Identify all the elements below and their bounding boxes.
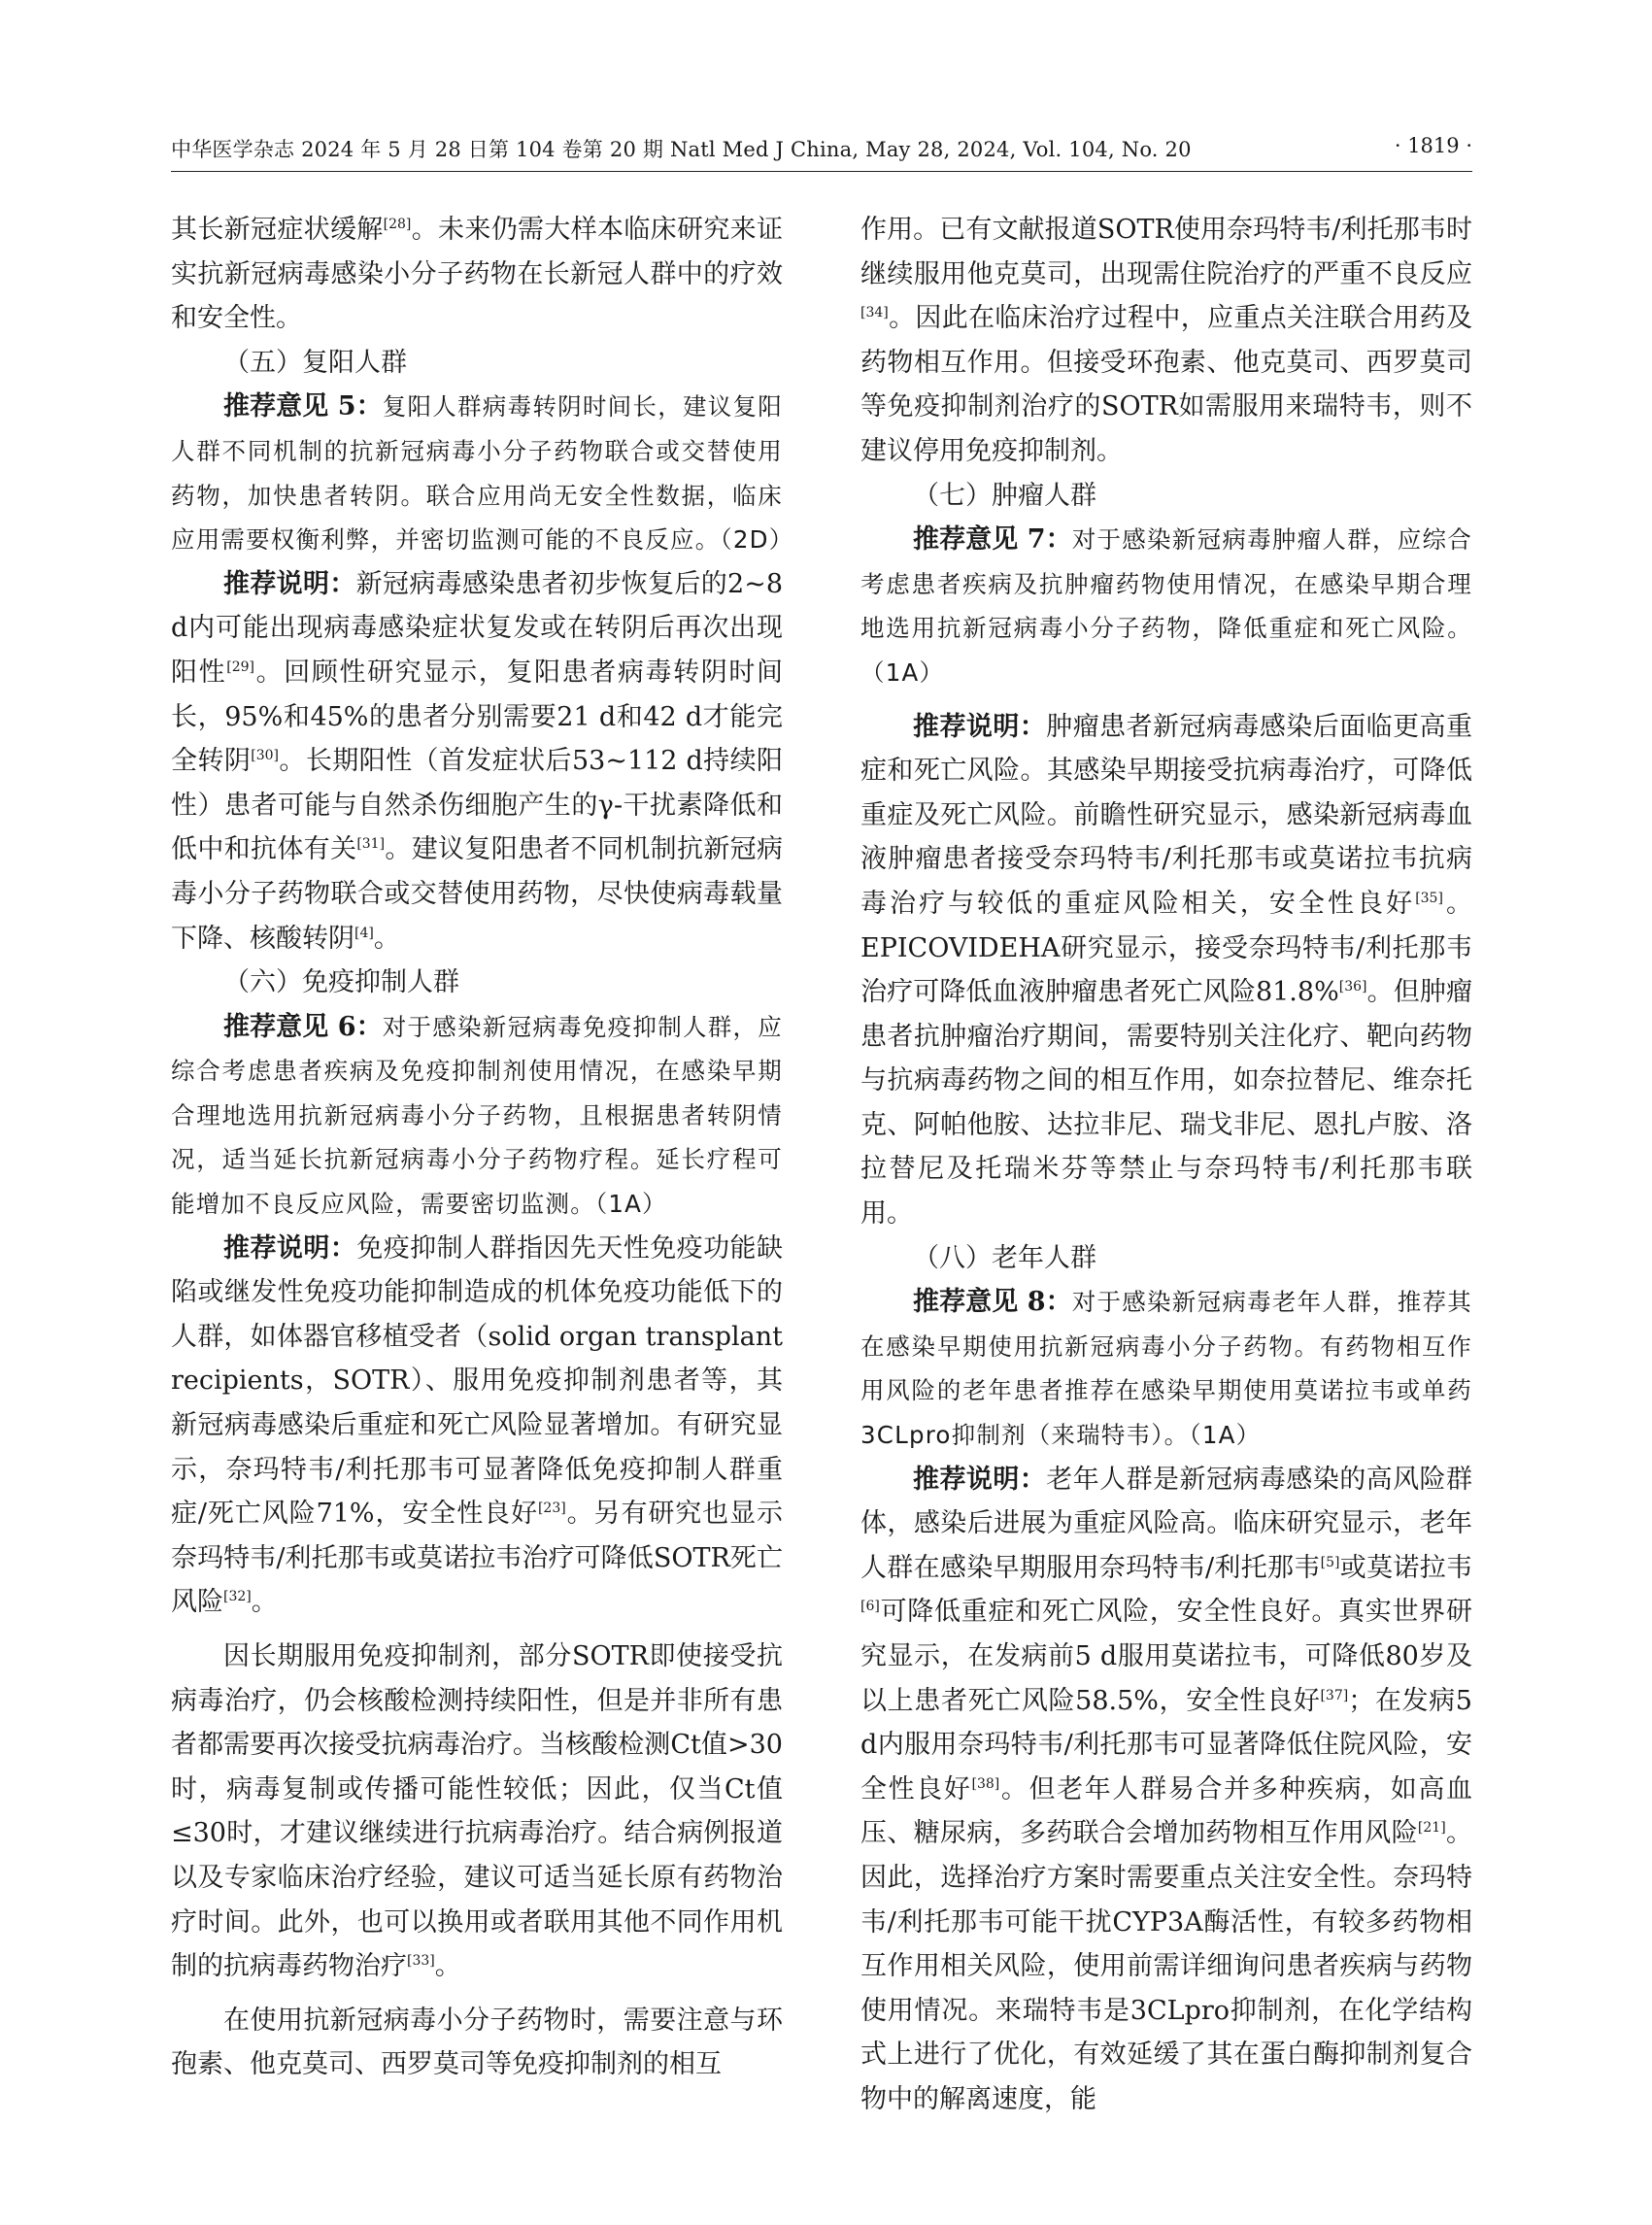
section-heading-8: （八）老年人群	[913, 1242, 1096, 1273]
citation[interactable]: [36]	[1338, 979, 1367, 995]
citation[interactable]: [5]	[1320, 1554, 1340, 1570]
section-heading-7: （七）肿瘤人群	[913, 480, 1096, 511]
running-header	[171, 134, 1472, 167]
citation[interactable]: [37]	[1320, 1687, 1349, 1703]
citation[interactable]: [30]	[251, 748, 279, 764]
recommendation-6: 推荐意见 6：对于感染新冠病毒免疫抑制人群，应综合考虑患者疾病及免疫抑制剂使用情况，在感染早期合理地选用抗新冠病毒小分子药物，且根据患者转阴情况，适当延长抗新冠病毒小分子药物疗程。延长疗程可能增加不良反应风险，需要密切监测。（1A）	[171, 1011, 783, 1219]
explanation-7: 推荐说明：肿瘤患者新冠病毒感染后面临更高重症和死亡风险。其感染早期接受抗病毒治疗，可降低重症及死亡风险。前瞻性研究显示，感染新冠病毒血液肿瘤患者接受奈玛特韦/利托那韦或莫诺拉韦抗病毒治疗与较低的重症风险相关，安全性良好[35]。EPICOVIDEHA研究显示，接受奈玛特韦/利托那韦治疗可降低血液肿瘤患者死亡风险81.8%[36]。但肿瘤患者抗肿瘤治疗期间，需要特别关注化疗、靶向药物与抗病毒药物之间的相互作用，如奈拉替尼、维奈托克、阿帕他胺、达拉非尼、瑞戈非尼、恩扎卢胺、洛拉替尼及托瑞米芬等禁止与奈玛特韦/利托那韦联用。	[860, 711, 1473, 1230]
citation[interactable]: [33]	[407, 1953, 435, 1970]
paragraph-interactions-cont: 作用。已有文献报道SOTR使用奈玛特韦/利托那韦时继续服用他克莫司，出现需住院治疗的严重不良反应[34]。因此在临床治疗过程中，应重点关注联合用药及药物相互作用。但接受环孢素、他克莫司、西罗莫司等免疫抑制剂治疗的SOTR如需服用来瑞特韦，则不建议停用免疫抑制剂。	[860, 215, 1472, 466]
citation[interactable]: [29]	[226, 658, 255, 675]
citation[interactable]: [35]	[1415, 890, 1443, 906]
citation[interactable]: [23]	[537, 1500, 566, 1517]
citation[interactable]: [21]	[1417, 1820, 1446, 1837]
explanation-5: 推荐说明：新冠病毒感染患者初步恢复后的2~8 d内可能出现病毒感染症状复发或在转阴后再次出现阳性[29]。回顾性研究显示，复阳患者病毒转阴时间长，95%和45%的患者分别需要21 d和42 d才能完全转阴[30]。长期阳性（首发症状后53~112 d持续阳性）患者可能与自然杀伤细胞产生的γ-干扰素降低和低中和抗体有关[31]。建议复阳患者不同机制抗新冠病毒小分子药物联合或交替使用药物，尽快使病毒载量下降、核酸转阴[4]。	[171, 568, 784, 954]
paragraph-sotr: 因长期服用免疫抑制剂，部分SOTR即使接受抗病毒治疗，仍会核酸检测持续阳性，但是并非所有患者都需要再次接受抗病毒治疗。当核酸检测Ct值>30时，病毒复制或传播可能性较低；因此，仅当Ct值≤30时，才建议继续进行抗病毒治疗。结合病例报道以及专家临床治疗经验，建议可适当延长原有药物治疗时间。此外，也可以换用或者联用其他不同作用机制的抗病毒药物治疗[33]。	[171, 1641, 783, 1982]
paragraph-interactions: 在使用抗新冠病毒小分子药物时，需要注意与环孢素、他克莫司、西罗莫司等免疫抑制剂的相互	[171, 2005, 783, 2080]
header-rule	[171, 171, 1472, 172]
left-column	[171, 208, 794, 2087]
section-heading-6: （六）免疫抑制人群	[223, 967, 459, 998]
recommendation-5: 推荐意见 5：复阳人群病毒转阴时间长，建议复阳人群不同机制的抗新冠病毒小分子药物联合或交替使用药物，加快患者转阴。联合应用尚无安全性数据，临床应用需要权衡利弊，并密切监测可能的不良反应。（2D）	[171, 391, 794, 555]
right-column	[860, 208, 1472, 2122]
recommendation-8: 推荐意见 8：对于感染新冠病毒老年人群，推荐其在感染早期使用抗新冠病毒小分子药物。有药物相互作用风险的老年患者推荐在感染早期使用莫诺拉韦或单药3CLpro抑制剂（来瑞特韦）。（1A）	[860, 1287, 1472, 1450]
page-number: · 1819 ·	[1394, 134, 1472, 157]
citation[interactable]: [34]	[860, 305, 889, 321]
journal-citation: 中华医学杂志 2024 年 5 月 28 日第 104 卷第 20 期 Natl Med J China, May 28, 2024, Vol. 104, No. 20	[171, 138, 1192, 161]
citation[interactable]: [6]	[860, 1599, 880, 1615]
citation[interactable]: [32]	[223, 1589, 252, 1605]
citation[interactable]: [4]	[354, 925, 374, 941]
paragraph-long-covid-end: 其长新冠症状缓解[28]。未来仍需大样本临床研究来证实抗新冠病毒感染小分子药物在长新冠人群中的疗效和安全性。	[171, 215, 784, 334]
section-heading-5: （五）复阳人群	[223, 347, 407, 378]
citation[interactable]: [31]	[356, 836, 386, 853]
explanation-8: 推荐说明：老年人群是新冠病毒感染的高风险群体，感染后进展为重症风险高。临床研究显示，老年人群在感染早期服用奈玛特韦/利托那韦[5]或莫诺拉韦[6]可降低重症和死亡风险，安全性良好。真实世界研究显示，在发病前5 d服用莫诺拉韦，可降低80岁及以上患者死亡风险58.5%，安全性良好[37]；在发病5 d内服用奈玛特韦/利托那韦可显著降低住院风险，安全性良好[38]。但老年人群易合并多种疾病，如高血压、糖尿病，多药联合会增加药物相互作用风险[21]。因此，选择治疗方案时需要重点关注安全性。奈玛特韦/利托那韦可能干扰CYP3A酶活性，有较多药物相互作用相关风险，使用前需详细询问患者疾病与药物使用情况。来瑞特韦是3CLpro抑制剂，在化学结构式上进行了优化，有效延缓了其在蛋白酶抑制剂复合物中的解离速度，能	[860, 1464, 1473, 2114]
explanation-6: 推荐说明：免疫抑制人群指因先天性免疫功能缺陷或继发性免疫功能抑制造成的机体免疫功能低下的人群，如体器官移植受者（solid organ transplant recipients，SOTR）、服用免疫抑制剂患者等，其新冠病毒感染后重症和死亡风险显著增加。有研究显示，奈玛特韦/利托那韦可显著降低免疫抑制人群重症/死亡风险71%，安全性良好[23]。另有研究也显示奈玛特韦/利托那韦或莫诺拉韦治疗可降低SOTR死亡风险[32]。	[171, 1232, 784, 1618]
recommendation-7: 推荐意见 7：对于感染新冠病毒肿瘤人群，应综合考虑患者疾病及抗肿瘤药物使用情况，在感染早期合理地选用抗新冠病毒小分子药物，降低重症和死亡风险。（1A）	[860, 524, 1472, 687]
citation[interactable]: [28]	[383, 217, 412, 232]
citation[interactable]: [38]	[971, 1775, 1000, 1792]
